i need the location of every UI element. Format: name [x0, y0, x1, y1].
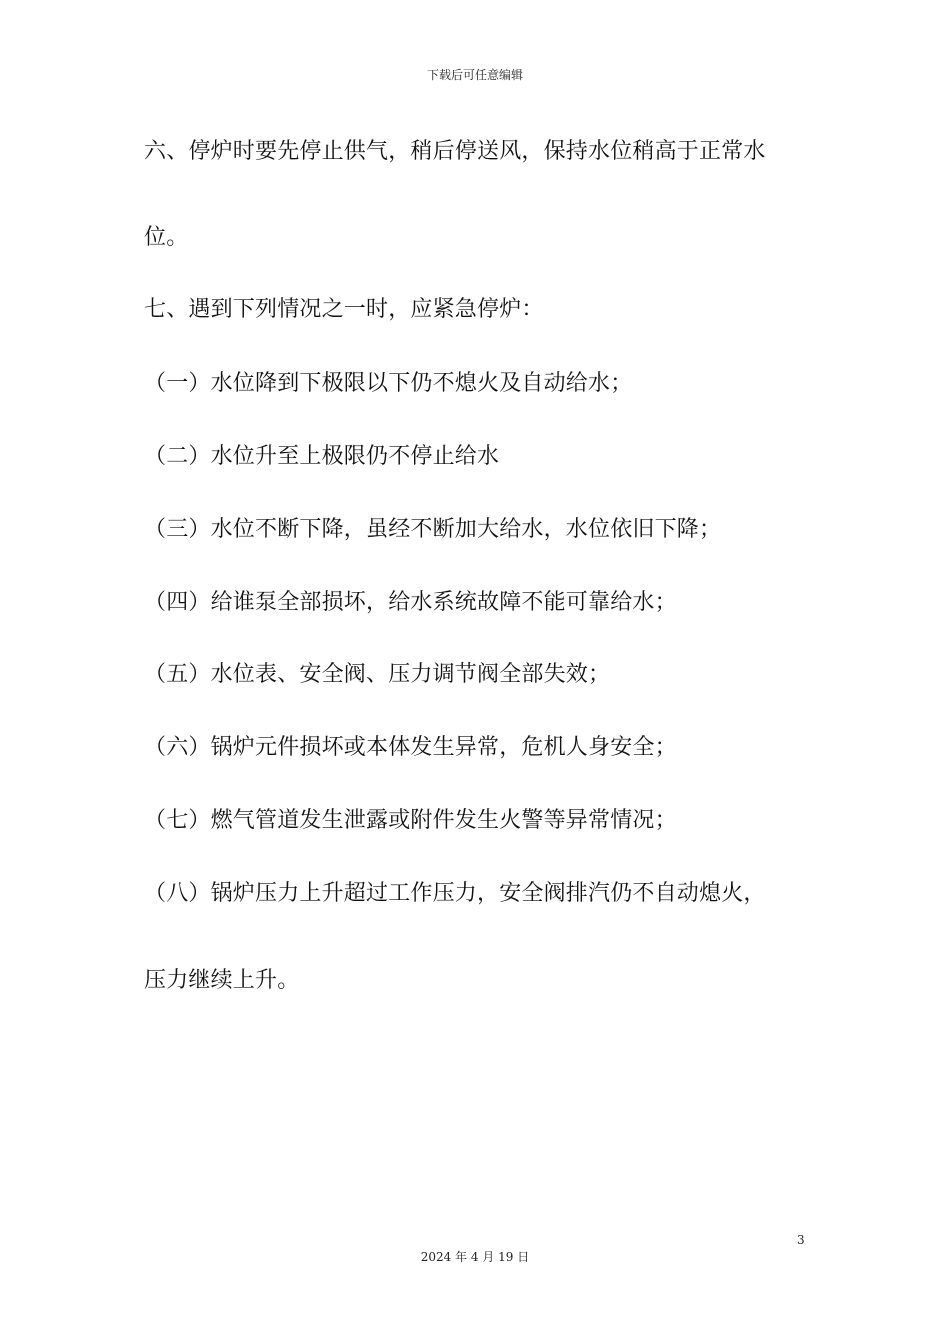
- header-note: 下载后可任意编辑: [426, 68, 523, 82]
- paragraph-line: 六、停炉时要先停止供气，稍后停送风，保持水位稍高于正常水: [144, 139, 766, 164]
- list-item: （二）水位升至上极限仍不停止给水: [144, 444, 500, 469]
- list-item: （七）燃气管道发生泄露或附件发生火警等异常情况；: [144, 808, 677, 833]
- page-number: 3: [797, 1233, 805, 1247]
- list-item: （五）水位表、安全阀、压力调节阀全部失效；: [144, 662, 611, 687]
- paragraph-line: 位。: [144, 225, 189, 250]
- footer-date: 2024 年 4 月 19 日: [420, 1250, 530, 1264]
- list-item: （一）水位降到下极限以下仍不熄火及自动给水；: [144, 371, 633, 396]
- list-item: （四）给谁泵全部损坏，给水系统故障不能可靠给水；: [144, 590, 677, 615]
- list-item: （八）锅炉压力上升超过工作压力，安全阀排汽仍不自动熄火，: [144, 881, 766, 906]
- paragraph-line: 七、遇到下列情况之一时，应紧急停炉：: [144, 297, 544, 322]
- list-item-continuation: 压力继续上升。: [144, 968, 300, 993]
- list-item: （三）水位不断下降，虽经不断加大给水，水位依旧下降；: [144, 517, 722, 542]
- list-item: （六）锅炉元件损坏或本体发生异常，危机人身安全；: [144, 735, 677, 760]
